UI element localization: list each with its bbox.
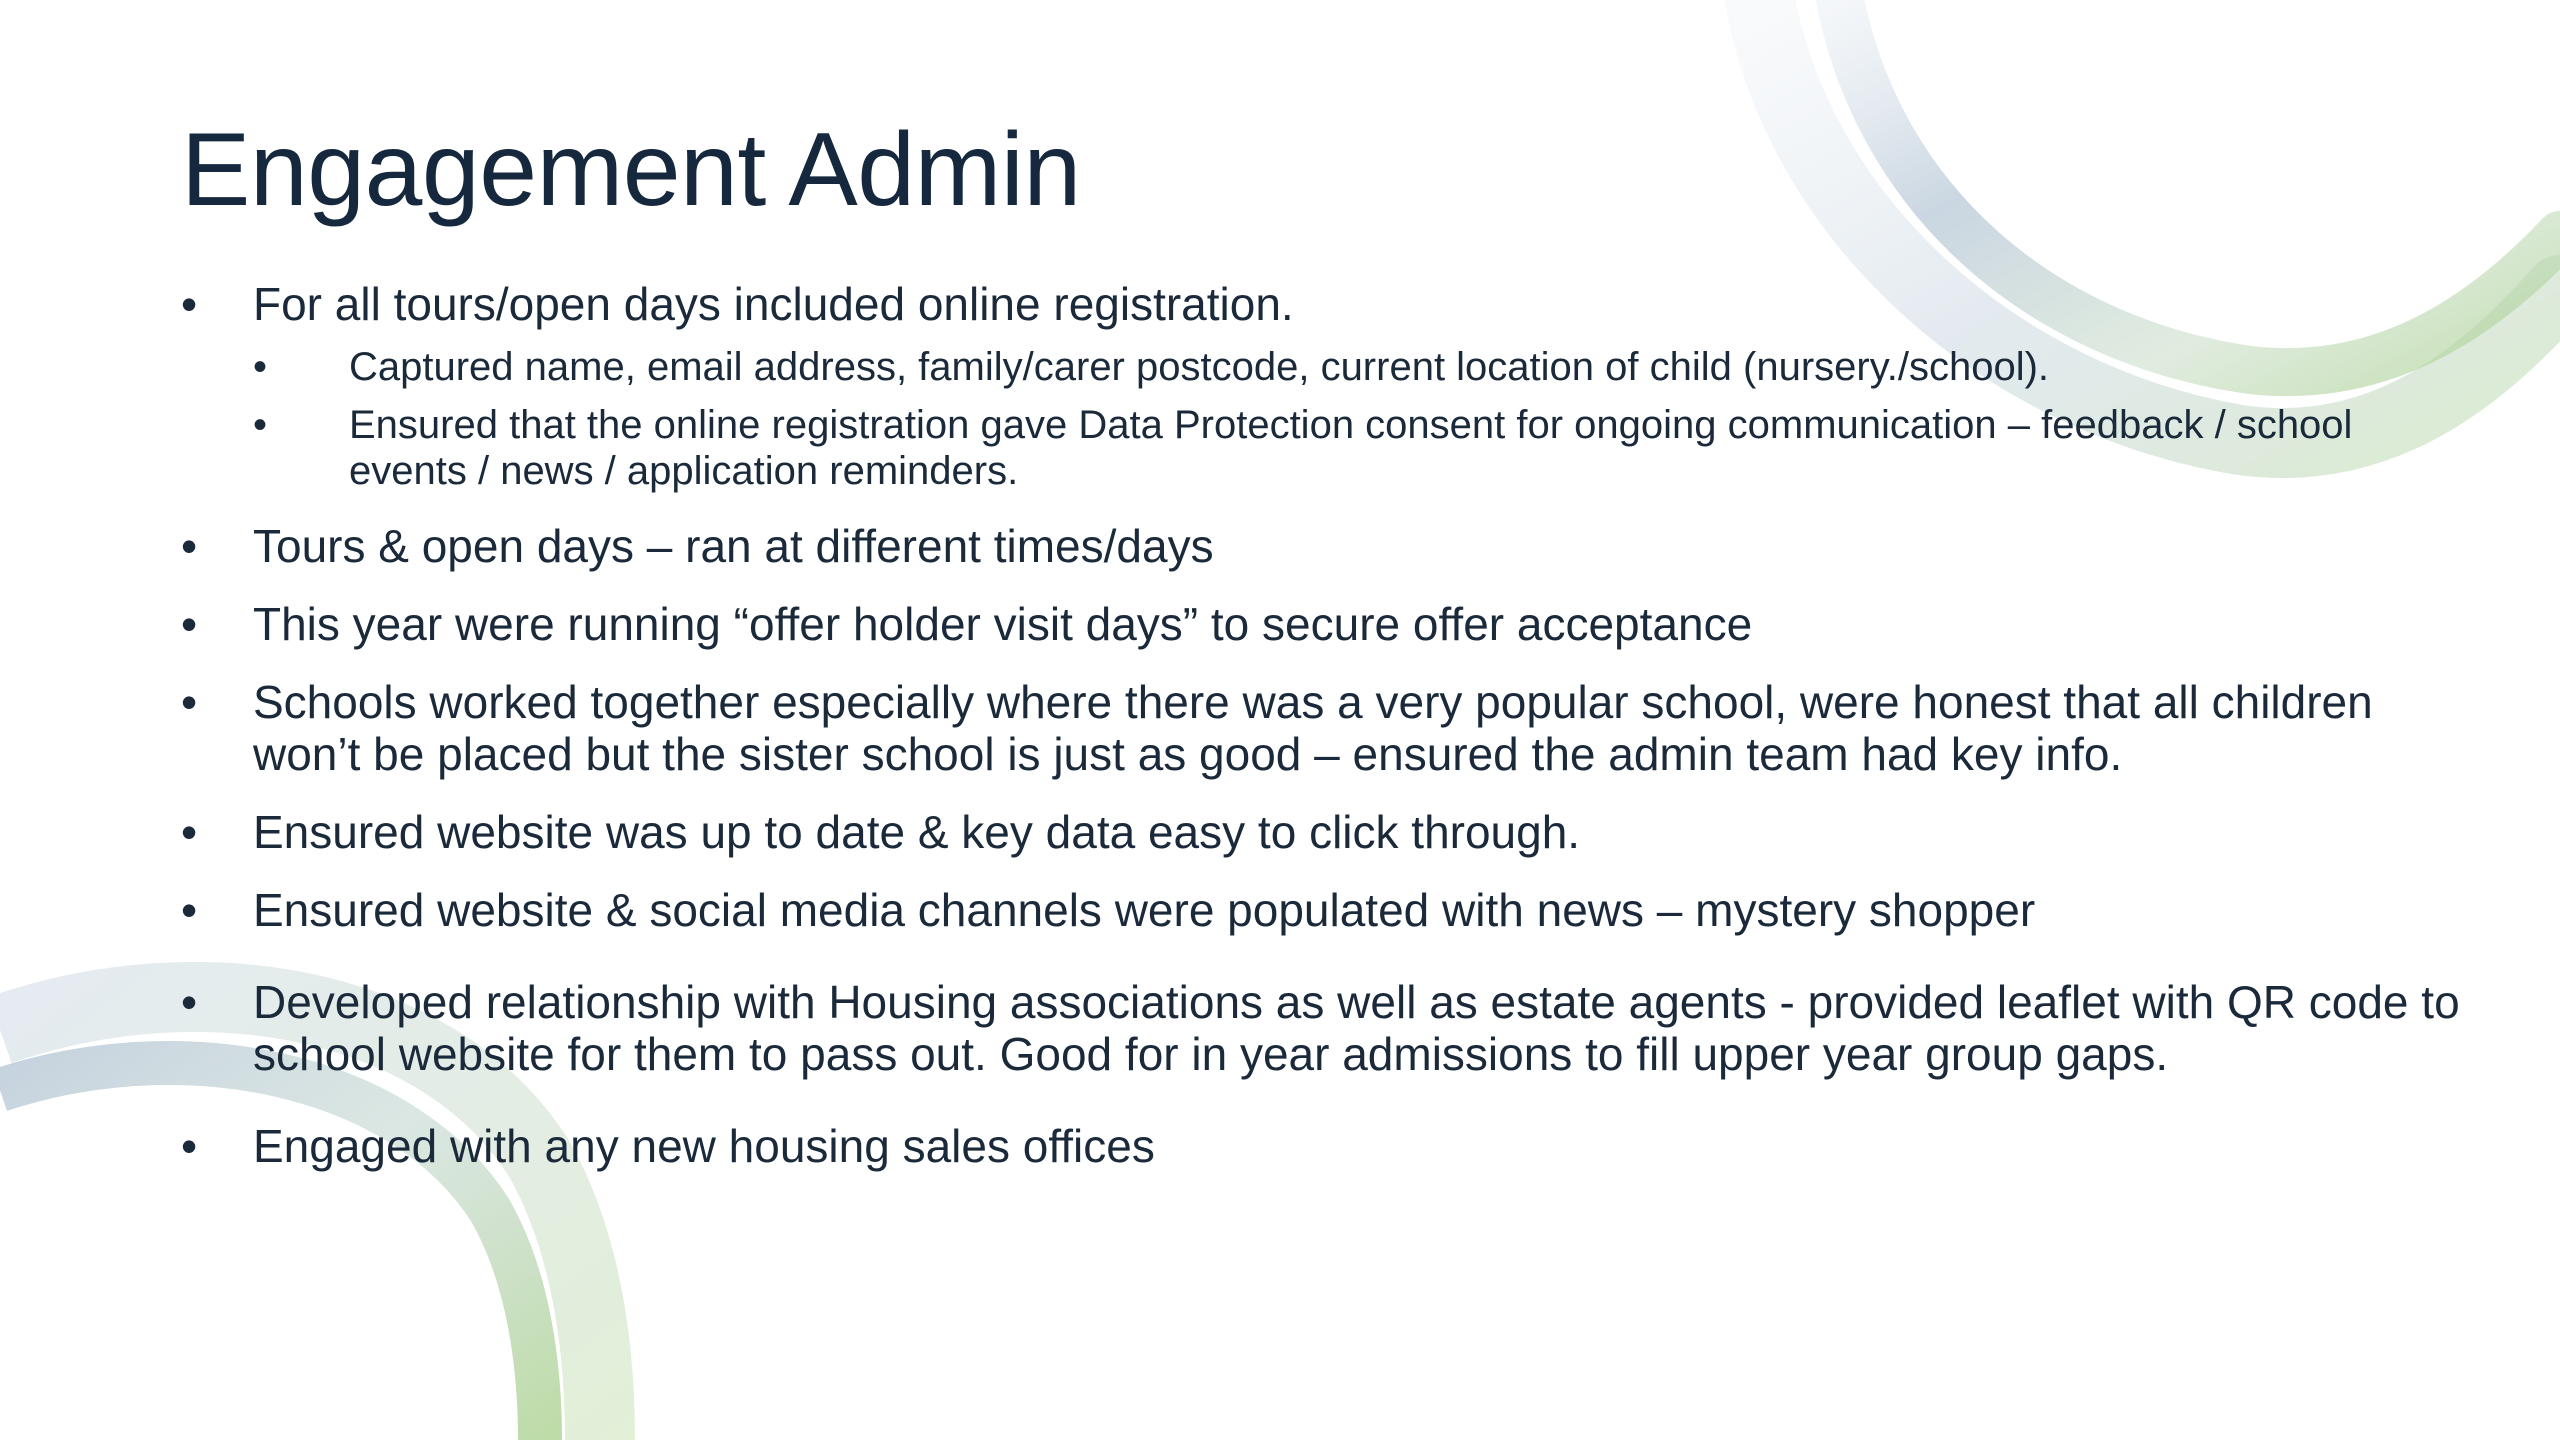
slide-title: Engagement Admin bbox=[181, 112, 1081, 228]
bullet-item: • This year were running “offer holder visit days” to secure offer acceptance bbox=[181, 598, 2461, 650]
bullet-item: • Engaged with any new housing sales offices bbox=[181, 1120, 2461, 1172]
bullet-item: • Ensured website was up to date & key data easy to click through. bbox=[181, 806, 2461, 858]
sub-bullet-item: • Ensured that the online registration gave Data Protection consent for ongoing communication – feedback / school events / news / application reminders. bbox=[253, 402, 2461, 494]
sub-bullet-item: • Captured name, email address, family/carer postcode, current location of child (nursery./school). bbox=[253, 344, 2461, 390]
bullet-item: • Developed relationship with Housing associations as well as estate agents - provided leaflet with QR code to school website for them to pass out. Good for in year admissions to fill upper year group gaps. bbox=[181, 976, 2461, 1080]
bullet-item: • Tours & open days – ran at different times/days bbox=[181, 520, 2461, 572]
bullet-item: • Ensured website & social media channels were populated with news – mystery shopper bbox=[181, 884, 2461, 936]
bullet-item bbox=[181, 278, 2461, 494]
bullet-text: For all tours/open days included online registration. bbox=[253, 278, 1294, 330]
sub-bullet-list bbox=[253, 344, 2461, 494]
bullet-list bbox=[181, 278, 2461, 1198]
bullet-item: • Schools worked together especially where there was a very popular school, were honest that all children won’t be placed but the sister school is just as good – ensured the admin team had key info. bbox=[181, 676, 2461, 780]
